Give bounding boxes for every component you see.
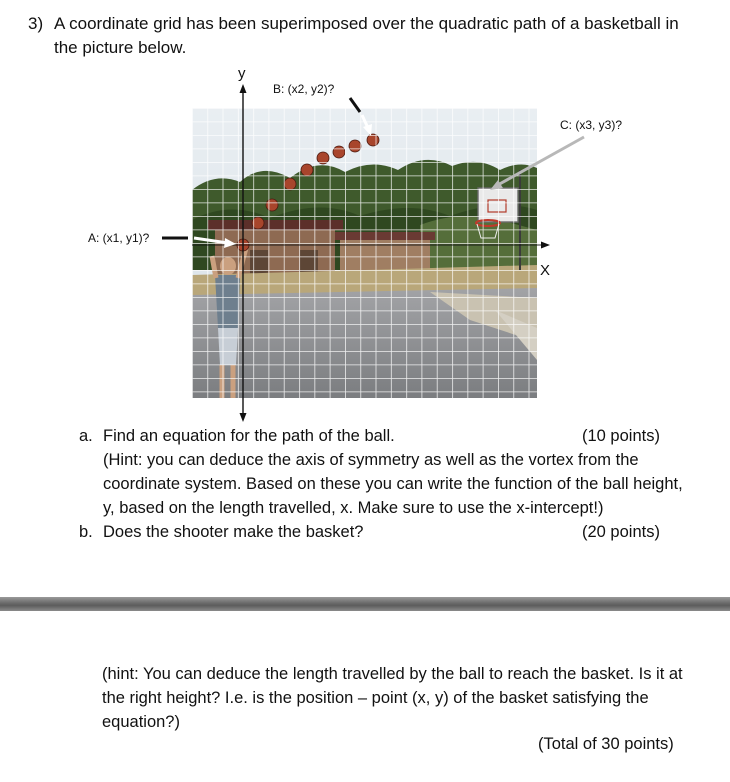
point-b-label: B: (x2, y2)? xyxy=(273,82,335,96)
part-b-hint: (hint: You can deduce the length travelled by the ball to reach the basket. Is it at the right height? I.e. is the position – point (x, y) of the basket satisfying the equation?) xyxy=(102,665,683,731)
x-axis-label: X xyxy=(540,262,551,279)
point-a-label: A: (x1, y1)? xyxy=(88,231,150,245)
y-axis-label: y xyxy=(238,65,246,82)
total-points: (Total of 30 points) xyxy=(538,735,674,753)
part-a-text: Find an equation for the path of the ball. xyxy=(103,427,395,445)
question-number: 3) xyxy=(28,14,44,33)
part-b-letter: b. xyxy=(79,523,93,541)
photo xyxy=(192,108,537,398)
part-b-text: Does the shooter make the basket? xyxy=(103,523,364,541)
point-c-label: C: (x3, y3)? xyxy=(560,118,623,132)
part-a xyxy=(79,424,679,448)
part-b xyxy=(79,520,679,544)
part-a-hint: (Hint: you can deduce the axis of symmetry as well as the vortex from the coordinate system. Based on these you can write the function of the ball height, y, based on the length travelled, x. Make sure to use the x-intercept!) xyxy=(103,451,683,517)
question-text: A coordinate grid has been superimposed over the quadratic path of a basketball in the picture below. xyxy=(54,14,679,57)
part-a-points: (10 points) xyxy=(582,427,660,445)
part-b-points: (20 points) xyxy=(582,523,660,541)
part-a-letter: a. xyxy=(79,427,93,445)
page-divider xyxy=(0,597,730,611)
